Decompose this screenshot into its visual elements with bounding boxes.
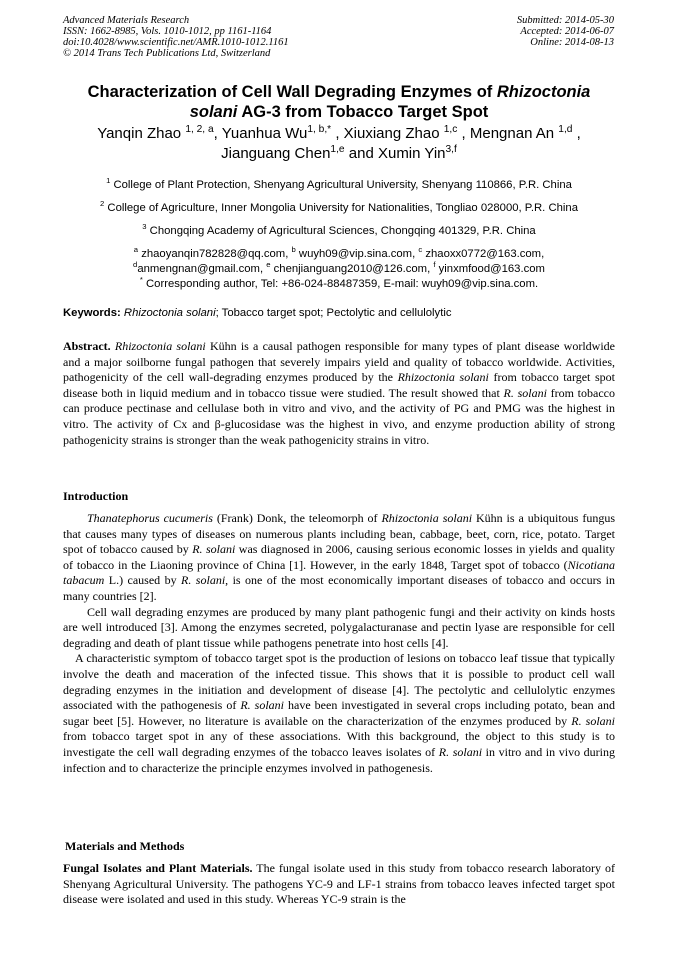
author-name: Jianguang Chen (221, 145, 331, 162)
online-date: Online: 2014-08-13 (530, 37, 614, 48)
author-name: Yanqin Zhao (97, 125, 182, 142)
paragraph-text: have been investigated in several crops including potato, bean and sugar beet [5]. However, no literature is available on the characterization of the enzymes produced by (63, 698, 615, 728)
email-address: zhaoxx0772@163.com, (422, 248, 545, 260)
species-name: R. solani (503, 385, 547, 400)
journal-name: Advanced Materials Research (63, 15, 190, 26)
email-marker: a (133, 245, 139, 255)
subsection-label: Fungal Isolates and Plant Materials. (63, 861, 253, 875)
title-text-1: Characterization of Cell Wall Degrading Enzymes of (87, 83, 497, 101)
email-marker: c (418, 245, 423, 255)
affiliation-1 (63, 178, 615, 193)
intro-paragraph-3 (63, 651, 615, 776)
keyword-species: Rhizoctonia solani (123, 307, 216, 319)
species-name: R. solani (438, 744, 483, 759)
title-text-2: AG-3 from Tobacco Target Spot (237, 103, 489, 121)
email-address: anmengnan@gmail.com, (137, 263, 267, 275)
introduction-heading: Introduction (63, 489, 129, 503)
species-name: Thanatephorus cucumeris (87, 511, 213, 525)
affil-text: College of Agriculture, Inner Mongolia University for Nationalities, Tongliao 028000, P.R. China (104, 202, 578, 214)
author-affil: 1,e (330, 144, 345, 155)
affiliation-2 (63, 201, 615, 216)
keywords-label: Keywords: (63, 307, 124, 319)
affil-number: 1 (106, 176, 111, 186)
paper-title (63, 82, 615, 122)
species-name: R. solani (181, 573, 226, 588)
author-affil: 1, 2, a (185, 124, 214, 135)
intro-paragraph-2: Cell wall degrading enzymes are produced by many plant pathogenic fungi and their activity on kinds hosts are well introduced [3]. Among the enzymes secreted, polygalacturanase and pectin lyase are responsible for cell degrading and death of plant tissue while pathogens penetrate into host cells [4]. (63, 604, 615, 650)
author-affil: 1,c (443, 124, 458, 135)
species-name: Nicotiana tabacum (63, 557, 615, 588)
paragraph-text: was diagnosed in 2006, causing serious economic losses in yields and quality of tobacco in the Liaoning province of China [1]. However, in the early 1848, Target spot of tobacco ( (63, 542, 616, 572)
author-list (63, 124, 615, 164)
paragraph-text: The fungal isolate used in this study from tobacco research laboratory of Shenyang Agricultural University. The pathogens YC-9 and LF-1 strains from tobacco leaves infected target spot disease were isolated and used in this study. Whereas YC-9 strain is the (63, 861, 615, 907)
doi-line: doi:10.4028/www.scientific.net/AMR.1010-1012.1161 (63, 37, 289, 48)
submission-dates (517, 15, 614, 48)
paragraph-text: (Frank) Donk, the teleomorph of (212, 511, 382, 525)
affil-text: College of Plant Protection, Shenyang Agricultural University, Shenyang 110866, P.R. China (110, 179, 572, 191)
corresponding-marker: * (139, 275, 143, 285)
author-name: Mengnan An (469, 125, 555, 142)
author-sep: , (213, 125, 222, 142)
corresponding-author (63, 277, 615, 292)
affiliations (63, 178, 615, 292)
abstract (63, 339, 615, 448)
keywords (63, 306, 615, 321)
species-name: Rhizoctonia solani (114, 339, 206, 353)
email-marker: e (266, 260, 271, 270)
email-marker: d (133, 260, 138, 270)
species-name: Rhizoctonia solani (381, 511, 473, 525)
corresponding-text: Corresponding author, Tel: +86-024-88487359, E-mail: wuyh09@vip.sina.com. (142, 278, 539, 290)
species-name: R. solani (571, 713, 616, 728)
species-name: Rhizoctonia solani (397, 370, 489, 385)
methods-heading: Materials and Methods (65, 839, 185, 853)
author-name: Yuanhua Wu (221, 125, 308, 142)
author-affil: 1, b,* (307, 124, 332, 135)
title-species: Rhizoctonia solani (189, 83, 591, 121)
paragraph-text: Kühn is a ubiquitous fungus that causes many types of diseases on numerous plants including bean, cabbage, beet, corn, rice, potato. Target spot of tobacco caused by (63, 511, 615, 557)
species-name: R. solani (240, 698, 285, 713)
affiliation-3 (63, 224, 615, 239)
author-affil: 3,f (445, 144, 457, 155)
copyright-line: © 2014 Trans Tech Publications Ltd, Switzerland (63, 48, 271, 59)
author-name: Xumin Yin (377, 145, 446, 162)
paragraph-text: , is one of the most economically important diseases of tobacco and occurs in many countries [2]. (63, 573, 616, 603)
author-affil: 1,d (558, 124, 573, 135)
paragraph-text: in vitro and in vivo during infection and to characterize the principle enzymes involved in pathogenesis. (63, 744, 616, 775)
author-sep: and (344, 145, 378, 162)
email-address: yinxmfood@163.com (435, 263, 545, 275)
abstract-label: Abstract. (63, 339, 115, 353)
paragraph-text: L.) caused by (104, 573, 182, 588)
paragraph-text: from tobacco target spot in any of these associations. With this background, the object to this study is to investigate the cell wall degrading enzymes of the tobacco leaves isolates of (63, 729, 615, 759)
intro-paragraph-1 (63, 511, 615, 605)
affil-number: 2 (100, 199, 105, 209)
abstract-text: from tobacco can produce pectinase and cellulase both in vitro and vivo, and the activity of PG and PMG was the highest in vitro. The activity of Cx and β-glucosidase was the highest in vivo, and enzyme production ability of strong pathogenicity strains is stronger than the weak pathogenicity strains in vitro. (63, 385, 615, 447)
keywords-text: ; Tobacco target spot; Pectolytic and cellulolytic (215, 307, 452, 319)
author-sep: , (331, 125, 344, 142)
affil-text: Chongqing Academy of Agricultural Sciences, Chongqing 401329, P.R. China (146, 225, 536, 237)
email-marker: f (433, 260, 436, 270)
author-sep: , (572, 125, 581, 142)
introduction-body (63, 511, 615, 776)
journal-info (63, 15, 289, 59)
submitted-date: Submitted: 2014-05-30 (516, 15, 614, 26)
paragraph-text: A characteristic symptom of tobacco target spot is the production of lesions on tobacco leaf tissue that typically involve the death and maceration of the infected tissue. This shows that it is possible to product cell wall degrading enzymes in the initiation and development of disease [4]. The pectolytic and cellulolytic enzymes associated with the pathogenesis of (63, 651, 615, 713)
issn-line: ISSN: 1662-8985, Vols. 1010-1012, pp 1161-1164 (63, 26, 272, 37)
affil-number: 3 (142, 222, 147, 232)
author-sep: , (457, 125, 470, 142)
email-address: wuyh09@vip.sina.com, (295, 248, 419, 260)
methods-body (63, 861, 615, 908)
species-name: R. solani (192, 542, 236, 557)
email-line-1 (63, 247, 615, 262)
abstract-text: Kühn is a causal pathogen responsible for many types of plant disease worldwide and a major soilborne fungal pathogen that severely impairs yield and quality of tobacco worldwide. Activities, pathogenicity of the cell wall-degrading enzymes produced by the (63, 339, 615, 385)
email-marker: b (291, 245, 296, 255)
author-name: Xiuxiang Zhao (343, 125, 440, 142)
accepted-date: Accepted: 2014-06-07 (520, 26, 614, 37)
email-address: zhaoyanqin782828@qq.com, (138, 248, 292, 260)
abstract-text: from tobacco target spot disease both in liquid medium and in tobacco tissue were studied. The result showed that (63, 370, 615, 400)
email-line-2 (63, 262, 615, 277)
email-address: chenjianguang2010@126.com, (270, 263, 434, 275)
